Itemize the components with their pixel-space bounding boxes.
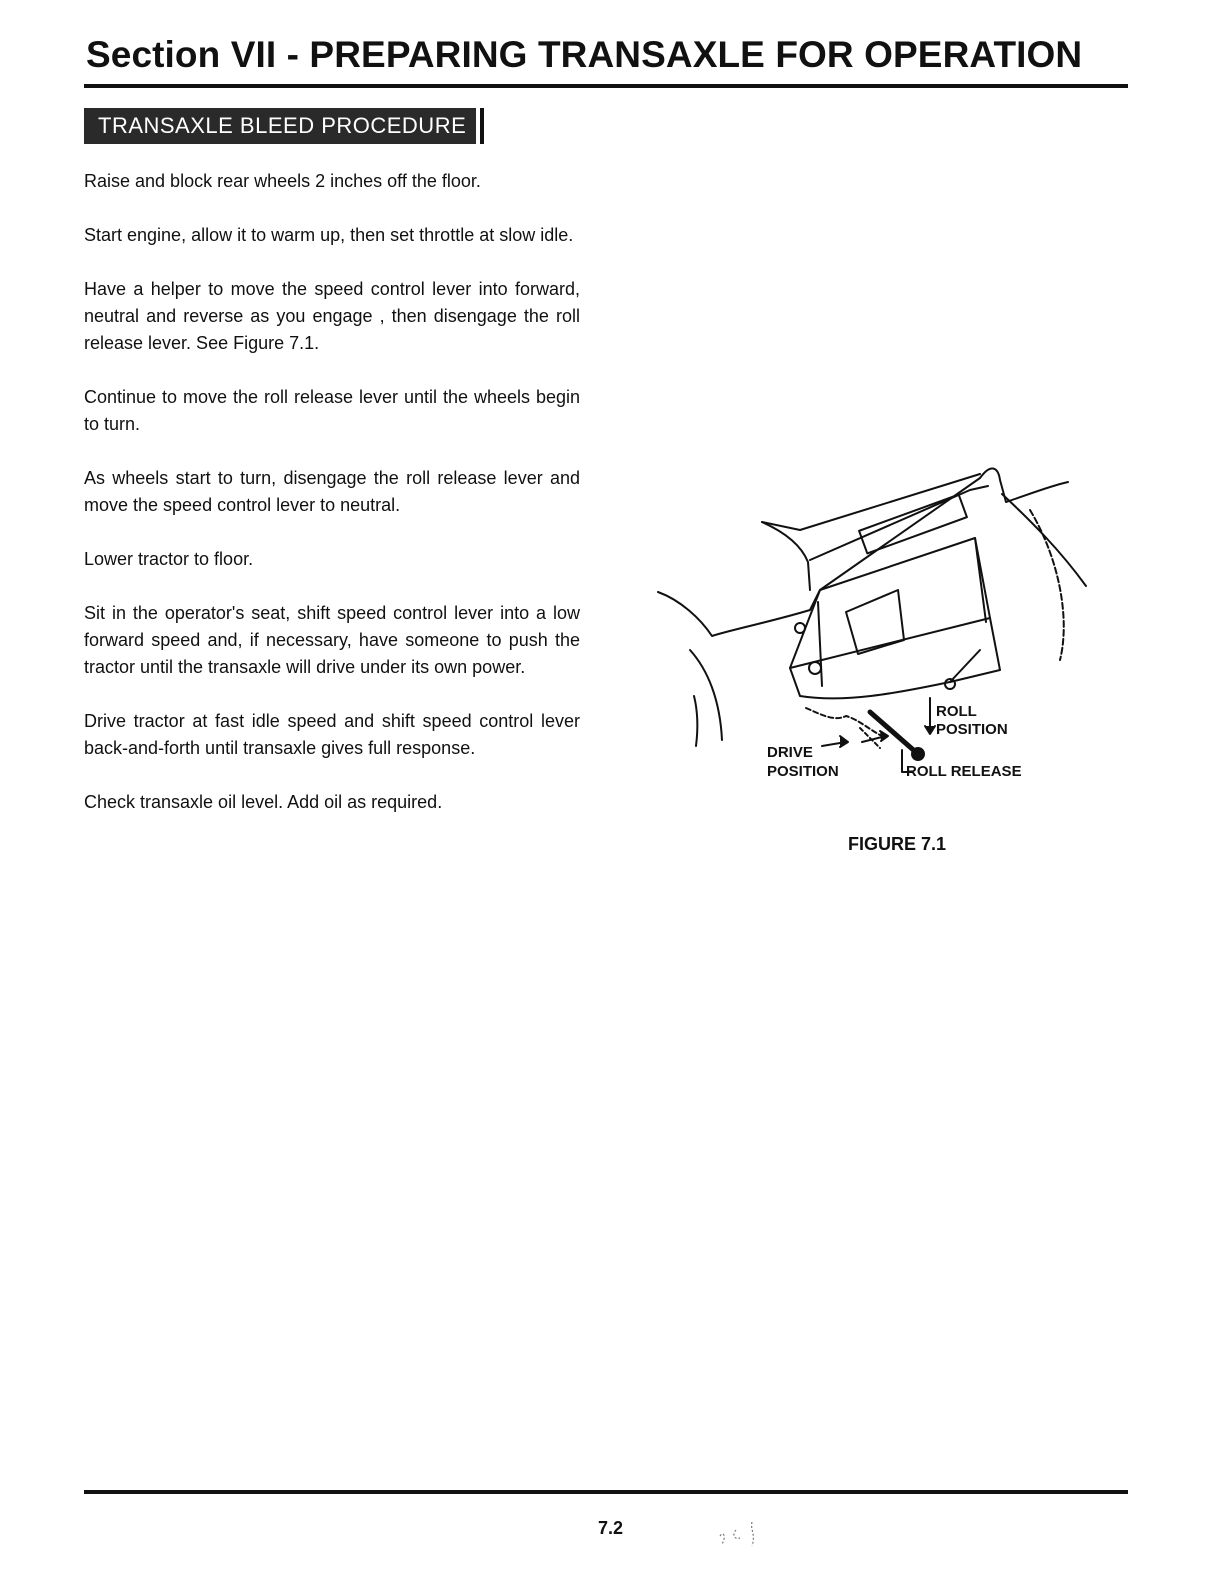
- header-rule: [84, 84, 1128, 88]
- figure-caption: FIGURE 7.1: [848, 834, 947, 854]
- step-3: Have a helper to move the speed control lever into forward, neutral and reverse as you engage , then disengage the roll release lever. See Figure 7.1.: [84, 279, 580, 353]
- step-5: As wheels start to turn, disengage the roll release lever and move the speed control lever to neutral.: [84, 468, 580, 515]
- step-2: Start engine, allow it to warm up, then set throttle at slow idle.: [84, 225, 574, 245]
- step-7: Sit in the operator's seat, shift speed control lever into a low forward speed and, if necessary, have someone to push the tractor until the transaxle will drive under its own power.: [84, 603, 580, 677]
- figure-7-1: [650, 450, 1090, 810]
- page-number: 7.2: [598, 1518, 624, 1538]
- section-banner: TRANSAXLE BLEED PROCEDURE: [84, 108, 480, 144]
- step-1: Raise and block rear wheels 2 inches off the floor.: [84, 171, 481, 191]
- step-9: Check transaxle oil level. Add oil as required.: [84, 792, 443, 812]
- roll-position-label-1: ROLL: [936, 703, 977, 720]
- drive-position-label-1: DRIVE: [767, 744, 813, 761]
- drive-position-label-2: POSITION: [767, 763, 839, 780]
- transaxle-illustration: [650, 450, 1090, 810]
- footer-rule: [84, 1490, 1128, 1494]
- page-title: Section VII - PREPARING TRANSAXLE FOR OPERATION: [86, 34, 1083, 75]
- roll-position-label-2: POSITION: [936, 721, 1008, 738]
- roll-release-label: ROLL RELEASE: [906, 763, 1022, 780]
- step-8: Drive tractor at fast idle speed and shift speed control lever back-and-forth until transaxle gives full response.: [84, 711, 580, 758]
- handwritten-mark: [716, 1516, 768, 1550]
- procedure-steps: [84, 168, 580, 843]
- step-6: Lower tractor to floor.: [84, 549, 254, 569]
- step-4: Continue to move the roll release lever until the wheels begin to turn.: [84, 387, 580, 434]
